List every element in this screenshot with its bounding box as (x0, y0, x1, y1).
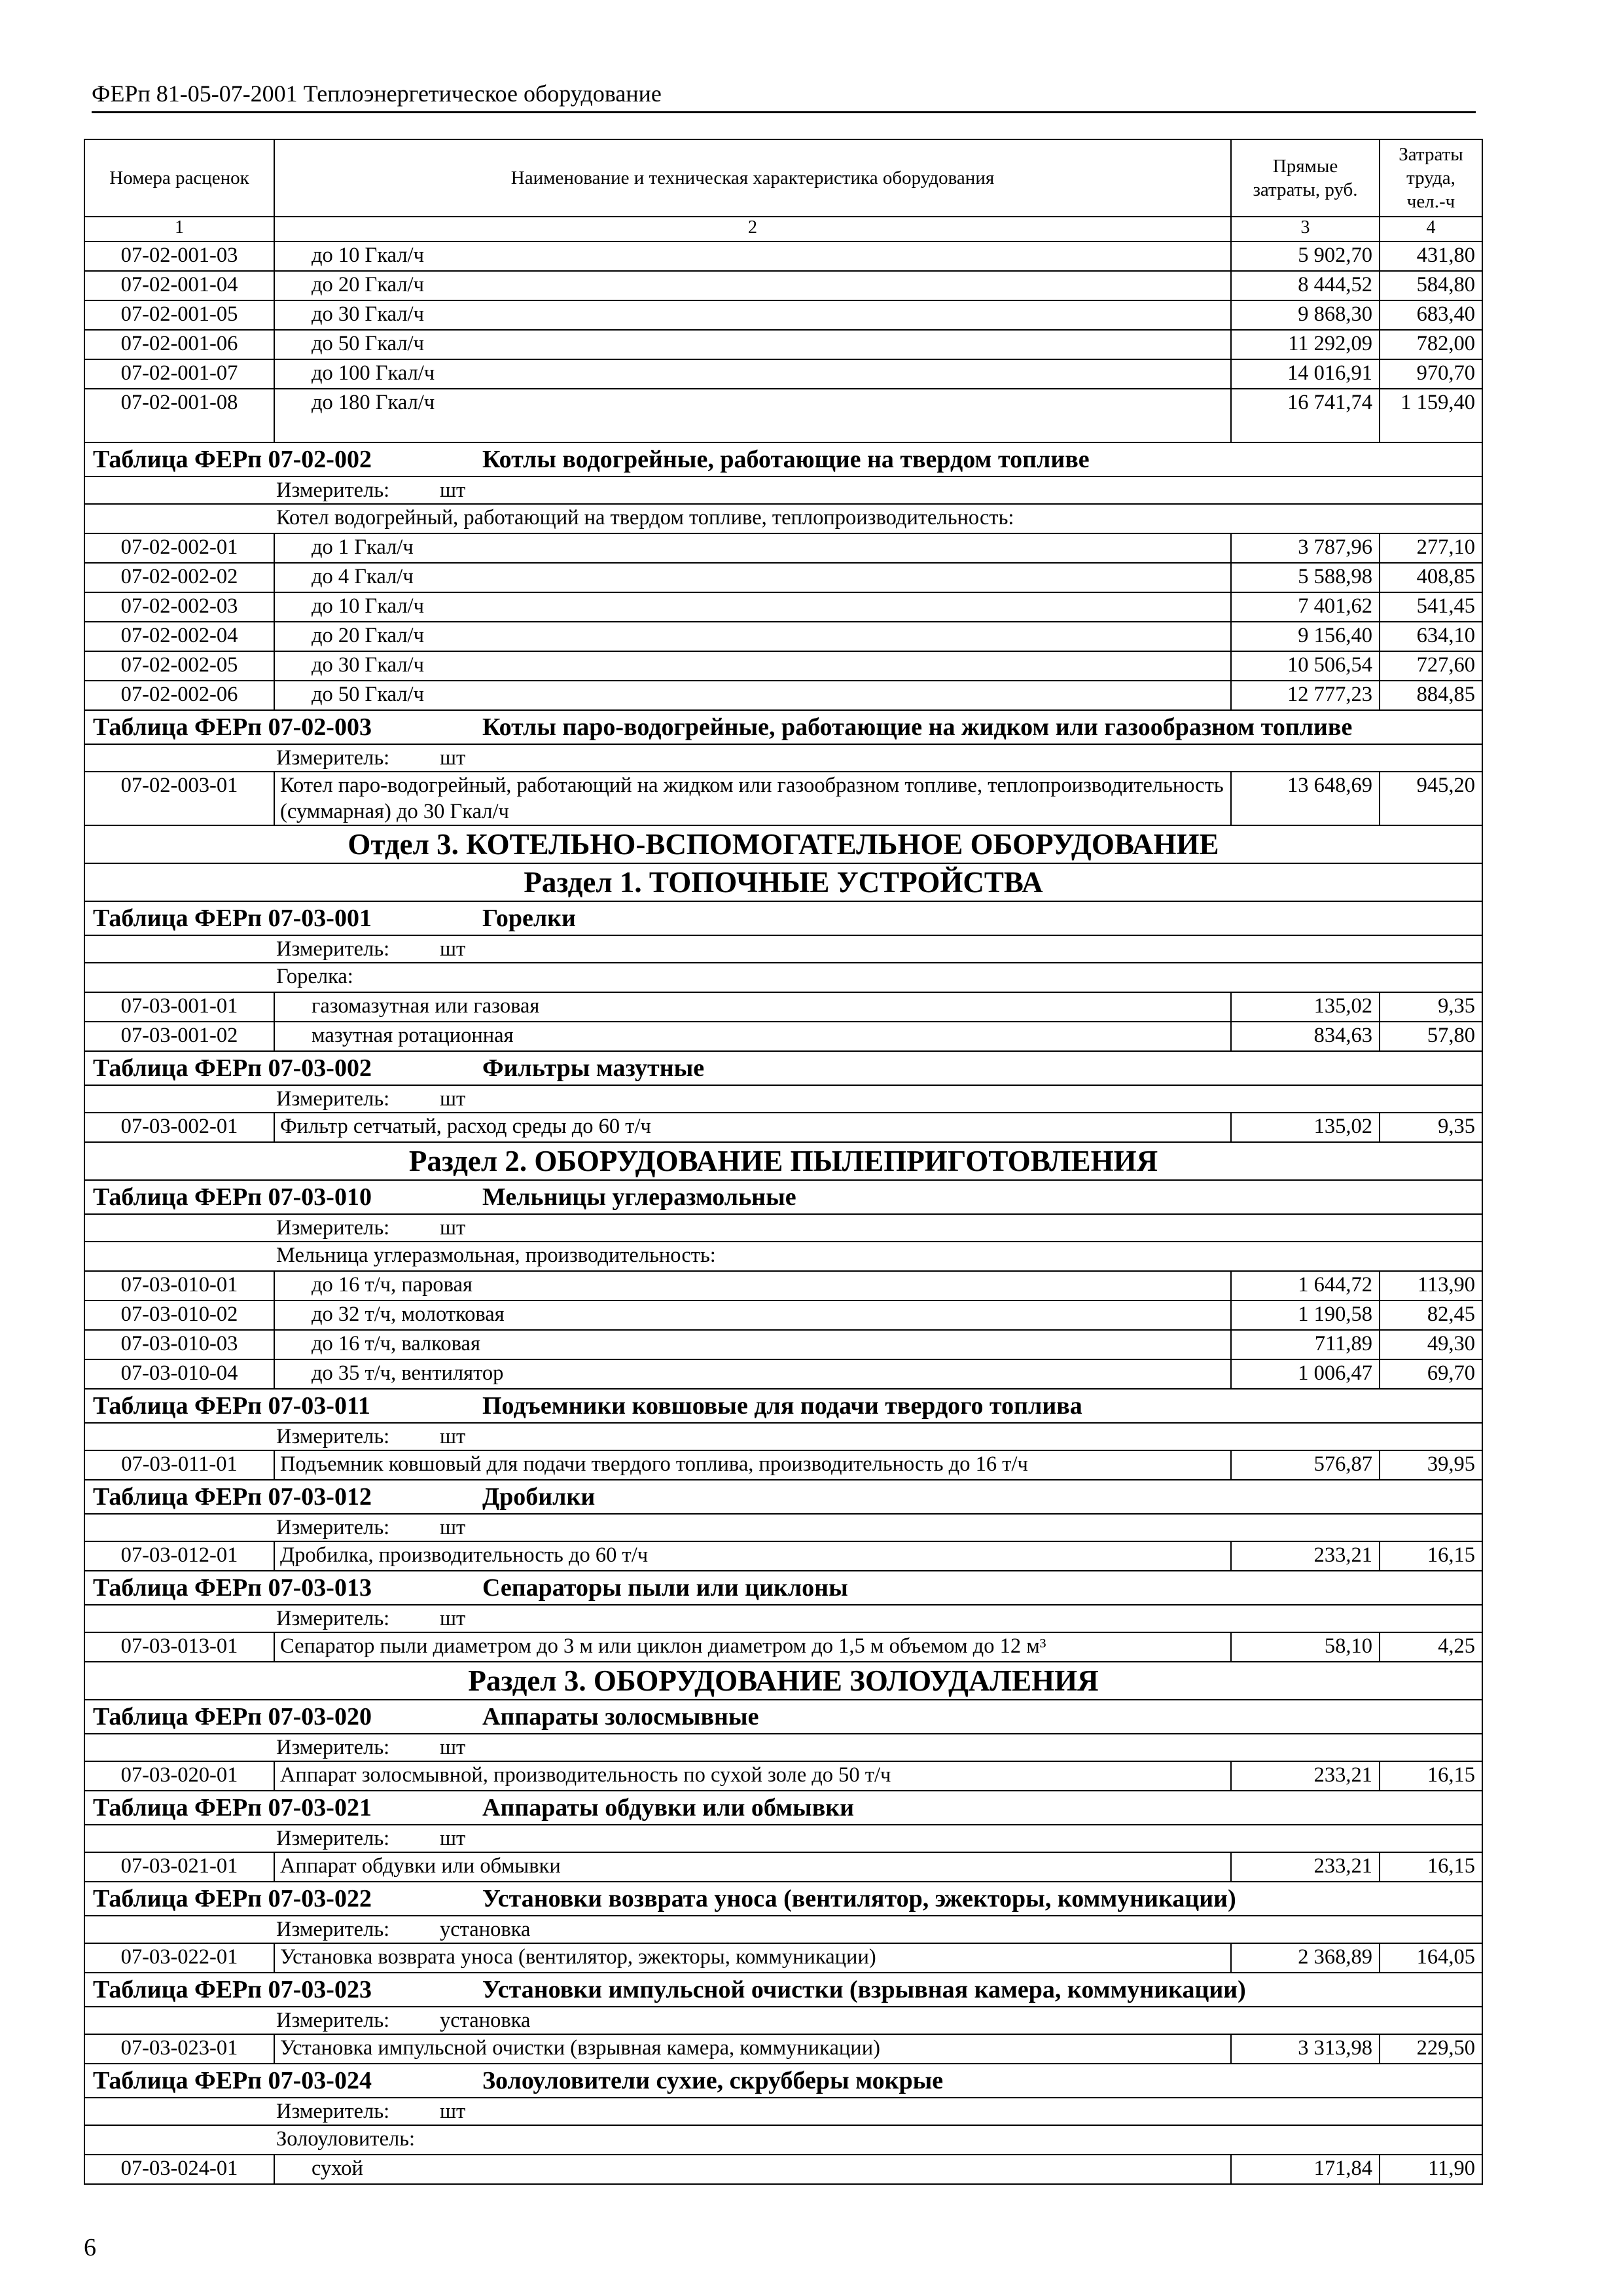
measure-unit (84, 935, 1482, 963)
table-title (84, 710, 1482, 744)
table-row (84, 330, 1482, 359)
table-row (84, 271, 1482, 300)
rates-table (84, 139, 1483, 2185)
measure-row (84, 1916, 1482, 1943)
rate-name: до 4 Гкал/ч (274, 563, 1231, 592)
rate-name: Установка импульсной очистки (взрывная камера, коммуникации) (274, 2034, 1231, 2064)
rate-code: 07-03-021-01 (84, 1852, 274, 1882)
section-heading: Раздел 2. ОБОРУДОВАНИЕ ПЫЛЕПРИГОТОВЛЕНИЯ (84, 1142, 1482, 1180)
direct-cost: 135,02 (1231, 992, 1380, 1022)
rate-name: Установка возврата уноса (вентилятор, эжекторы, коммуникации) (274, 1943, 1231, 1973)
table-title-row (84, 1882, 1482, 1916)
table-id: Таблица ФЕРп 07-03-001 (93, 905, 372, 932)
rate-name: до 30 Гкал/ч (274, 651, 1231, 681)
direct-cost: 58,10 (1231, 1632, 1380, 1662)
table-name: Подъемники ковшовые для подачи твердого топлива (482, 1392, 1082, 1420)
table-title-row (84, 1480, 1482, 1514)
labor-cost: 229,50 (1380, 2034, 1482, 2064)
table-row (84, 1113, 1482, 1142)
rate-name: до 30 Гкал/ч (274, 300, 1231, 330)
table-row (84, 1022, 1482, 1051)
rate-code: 07-03-001-02 (84, 1022, 274, 1051)
measure-label: Измеритель: (276, 1216, 390, 1240)
direct-cost: 233,21 (1231, 1852, 1380, 1882)
column-number: 4 (1380, 217, 1482, 242)
rate-code: 07-02-001-04 (84, 271, 274, 300)
measure-unit (84, 1734, 1482, 1761)
measure-label: Измеритель: (276, 1918, 390, 1941)
labor-cost: 49,30 (1380, 1330, 1482, 1359)
table-id: Таблица ФЕРп 07-03-021 (93, 1794, 372, 1821)
section-heading-row (84, 1142, 1482, 1180)
rate-name: до 20 Гкал/ч (274, 271, 1231, 300)
measure-unit (84, 1214, 1482, 1242)
labor-cost: 408,85 (1380, 563, 1482, 592)
measure-row (84, 1514, 1482, 1541)
rate-name: Подъемник ковшовый для подачи твердого топлива, производительность до 16 т/ч (274, 1450, 1231, 1480)
table-row (84, 1359, 1482, 1389)
table-title (84, 1051, 1482, 1085)
table-title-row (84, 1700, 1482, 1734)
measure-unit (84, 1916, 1482, 1943)
direct-cost: 1 190,58 (1231, 1300, 1380, 1330)
direct-cost: 5 588,98 (1231, 563, 1380, 592)
table-title-row (84, 1051, 1482, 1085)
table-name: Аппараты обдувки или обмывки (482, 1794, 855, 1821)
column-number: 3 (1231, 217, 1380, 242)
direct-cost: 233,21 (1231, 1541, 1380, 1571)
rate-name: до 20 Гкал/ч (274, 622, 1231, 651)
labor-cost: 277,10 (1380, 533, 1482, 563)
rate-code: 07-02-002-01 (84, 533, 274, 563)
group-heading: Котел водогрейный, работающий на твердом топливе, теплопроизводительность: (84, 504, 1482, 533)
table-row (84, 772, 1482, 825)
table-row (84, 563, 1482, 592)
column-header-name: Наименование и техническая характеристика оборудования (274, 139, 1231, 217)
rate-name: Сепаратор пыли диаметром до 3 м или циклон диаметром до 1,5 м объемом до 12 м³ (274, 1632, 1231, 1662)
labor-cost: 16,15 (1380, 1541, 1482, 1571)
table-id: Таблица ФЕРп 07-03-010 (93, 1183, 372, 1211)
rate-code: 07-03-010-01 (84, 1271, 274, 1300)
section-heading: Отдел 3. КОТЕЛЬНО-ВСПОМОГАТЕЛЬНОЕ ОБОРУДОВАНИЕ (84, 825, 1482, 863)
table-title (84, 1389, 1482, 1423)
direct-cost: 11 292,09 (1231, 330, 1380, 359)
measure-row (84, 1605, 1482, 1632)
rate-name: Фильтр сетчатый, расход среды до 60 т/ч (274, 1113, 1231, 1142)
measure-label: Измеритель: (276, 746, 390, 770)
measure-value: шт (440, 1736, 466, 1759)
table-title (84, 442, 1482, 476)
rate-name: до 35 т/ч, вентилятор (274, 1359, 1231, 1389)
column-number: 1 (84, 217, 274, 242)
labor-cost: 782,00 (1380, 330, 1482, 359)
measure-value: установка (440, 2009, 531, 2032)
rate-code: 07-03-010-03 (84, 1330, 274, 1359)
measure-unit (84, 476, 1482, 504)
measure-row (84, 1825, 1482, 1852)
labor-cost: 1 159,40 (1380, 389, 1482, 442)
table-title (84, 1882, 1482, 1916)
table-row (84, 1761, 1482, 1791)
measure-label: Измеритель: (276, 478, 390, 502)
labor-cost: 9,35 (1380, 992, 1482, 1022)
direct-cost: 7 401,62 (1231, 592, 1380, 622)
direct-cost: 10 506,54 (1231, 651, 1380, 681)
table-row (84, 300, 1482, 330)
rate-name: Аппарат обдувки или обмывки (274, 1852, 1231, 1882)
table-id: Таблица ФЕРп 07-03-024 (93, 2067, 372, 2094)
table-id: Таблица ФЕРп 07-03-022 (93, 1885, 372, 1912)
measure-row (84, 1423, 1482, 1450)
section-heading-row (84, 863, 1482, 901)
direct-cost: 1 006,47 (1231, 1359, 1380, 1389)
labor-cost: 634,10 (1380, 622, 1482, 651)
measure-value: шт (440, 478, 466, 502)
table-title-row (84, 442, 1482, 476)
direct-cost: 8 444,52 (1231, 271, 1380, 300)
rate-code: 07-02-002-06 (84, 681, 274, 710)
direct-cost: 1 644,72 (1231, 1271, 1380, 1300)
column-number: 2 (274, 217, 1231, 242)
rate-code: 07-02-002-02 (84, 563, 274, 592)
rate-code: 07-02-001-06 (84, 330, 274, 359)
table-title (84, 2064, 1482, 2098)
measure-row (84, 1734, 1482, 1761)
measure-value: шт (440, 1425, 466, 1448)
direct-cost: 576,87 (1231, 1450, 1380, 1480)
labor-cost: 16,15 (1380, 1761, 1482, 1791)
table-title-row (84, 1180, 1482, 1214)
direct-cost: 16 741,74 (1231, 389, 1380, 442)
rate-name: до 32 т/ч, молотковая (274, 1300, 1231, 1330)
table-row (84, 1450, 1482, 1480)
measure-unit (84, 1085, 1482, 1113)
measure-row (84, 1085, 1482, 1113)
direct-cost: 9 868,30 (1231, 300, 1380, 330)
measure-label: Измеритель: (276, 1827, 390, 1850)
direct-cost: 834,63 (1231, 1022, 1380, 1051)
measure-value: шт (440, 937, 466, 961)
rate-code: 07-02-002-05 (84, 651, 274, 681)
rate-code: 07-03-002-01 (84, 1113, 274, 1142)
table-id: Таблица ФЕРп 07-03-012 (93, 1483, 372, 1511)
labor-cost: 541,45 (1380, 592, 1482, 622)
measure-value: шт (440, 1087, 466, 1111)
table-name: Котлы паро-водогрейные, работающие на жидком или газообразном топливе (482, 713, 1353, 741)
measure-label: Измеритель: (276, 1516, 390, 1539)
table-title-row (84, 901, 1482, 935)
column-header-code: Номера расценок (84, 139, 274, 217)
measure-value: установка (440, 1918, 531, 1941)
rate-name: до 16 т/ч, валковая (274, 1330, 1231, 1359)
section-heading-row (84, 1662, 1482, 1700)
labor-cost: 164,05 (1380, 1943, 1482, 1973)
measure-label: Измеритель: (276, 1425, 390, 1448)
table-title (84, 1791, 1482, 1825)
labor-cost: 16,15 (1380, 1852, 1482, 1882)
rate-code: 07-03-013-01 (84, 1632, 274, 1662)
measure-unit (84, 2007, 1482, 2034)
table-name: Аппараты золосмывные (482, 1703, 759, 1731)
table-row (84, 389, 1482, 442)
direct-cost: 3 787,96 (1231, 533, 1380, 563)
rate-name: до 1 Гкал/ч (274, 533, 1231, 563)
table-id: Таблица ФЕРп 07-03-011 (93, 1392, 370, 1420)
table-row (84, 681, 1482, 710)
table-row (84, 2034, 1482, 2064)
table-body (84, 242, 1482, 2184)
measure-row (84, 476, 1482, 504)
table-title (84, 1571, 1482, 1605)
measure-unit (84, 744, 1482, 772)
table-name: Золоуловители сухие, скрубберы мокрые (482, 2067, 944, 2094)
column-number-row (84, 217, 1482, 242)
labor-cost: 39,95 (1380, 1450, 1482, 1480)
rate-name: до 50 Гкал/ч (274, 330, 1231, 359)
measure-row (84, 1214, 1482, 1242)
rate-name: до 100 Гкал/ч (274, 359, 1231, 389)
column-header-labor: Затраты труда, чел.-ч (1380, 139, 1482, 217)
column-header-cost: Прямые затраты, руб. (1231, 139, 1380, 217)
table-row (84, 592, 1482, 622)
table-id: Таблица ФЕРп 07-03-023 (93, 1976, 372, 2003)
section-heading-row (84, 825, 1482, 863)
table-id: Таблица ФЕРп 07-03-013 (93, 1574, 372, 1602)
table-row (84, 1271, 1482, 1300)
table-name: Сепараторы пыли или циклоны (482, 1574, 848, 1602)
table-name: Установки импульсной очистки (взрывная камера, коммуникации) (482, 1976, 1246, 2003)
rate-code: 07-03-012-01 (84, 1541, 274, 1571)
measure-value: шт (440, 1216, 466, 1240)
rate-code: 07-02-002-03 (84, 592, 274, 622)
rate-code: 07-02-003-01 (84, 772, 274, 825)
table-row (84, 1852, 1482, 1882)
table-title (84, 1480, 1482, 1514)
labor-cost: 9,35 (1380, 1113, 1482, 1142)
labor-cost: 683,40 (1380, 300, 1482, 330)
group-heading: Горелка: (84, 963, 1482, 992)
table-title (84, 1700, 1482, 1734)
measure-row (84, 935, 1482, 963)
table-title-row (84, 1389, 1482, 1423)
direct-cost: 13 648,69 (1231, 772, 1380, 825)
measure-unit (84, 1605, 1482, 1632)
table-id: Таблица ФЕРп 07-03-020 (93, 1703, 372, 1731)
rate-code: 07-03-001-01 (84, 992, 274, 1022)
group-heading-row (84, 2125, 1482, 2155)
labor-cost: 82,45 (1380, 1300, 1482, 1330)
table-row (84, 1943, 1482, 1973)
table-row (84, 1541, 1482, 1571)
rate-name: до 10 Гкал/ч (274, 592, 1231, 622)
rate-name: до 180 Гкал/ч (274, 389, 1231, 442)
table-row (84, 1330, 1482, 1359)
page-header (92, 77, 1476, 113)
group-heading: Мельница углеразмольная, производительность: (84, 1242, 1482, 1271)
table-row (84, 2155, 1482, 2184)
measure-row (84, 2098, 1482, 2125)
group-heading: Золоуловитель: (84, 2125, 1482, 2155)
measure-unit (84, 1423, 1482, 1450)
table-title (84, 1973, 1482, 2007)
table-name: Дробилки (482, 1483, 596, 1511)
rate-name: до 16 т/ч, паровая (274, 1271, 1231, 1300)
measure-label: Измеритель: (276, 2009, 390, 2032)
section-heading: Раздел 3. ОБОРУДОВАНИЕ ЗОЛОУДАЛЕНИЯ (84, 1662, 1482, 1700)
table-row (84, 359, 1482, 389)
rate-code: 07-02-001-08 (84, 389, 274, 442)
table-id: Таблица ФЕРп 07-02-003 (93, 713, 372, 741)
table-name: Горелки (482, 905, 576, 932)
measure-label: Измеритель: (276, 2100, 390, 2123)
rate-code: 07-02-002-04 (84, 622, 274, 651)
measure-row (84, 744, 1482, 772)
rate-name: Котел паро-водогрейный, работающий на жидком или газообразном топливе, теплопроизводительность (суммарная) до 30 Гкал/ч (274, 772, 1231, 825)
table-title-row (84, 1973, 1482, 2007)
section-heading: Раздел 1. ТОПОЧНЫЕ УСТРОЙСТВА (84, 863, 1482, 901)
rate-name: Аппарат золосмывной, производительность по сухой золе до 50 т/ч (274, 1761, 1231, 1791)
labor-cost: 727,60 (1380, 651, 1482, 681)
measure-value: шт (440, 2100, 466, 2123)
table-title (84, 1180, 1482, 1214)
measure-label: Измеритель: (276, 1607, 390, 1630)
measure-row (84, 2007, 1482, 2034)
table-name: Установки возврата уноса (вентилятор, эжекторы, коммуникации) (482, 1885, 1236, 1912)
table-name: Фильтры мазутные (482, 1054, 705, 1082)
table-header-row (84, 139, 1482, 217)
table-name: Мельницы углеразмольные (482, 1183, 796, 1211)
table-row (84, 1632, 1482, 1662)
table-title-row (84, 710, 1482, 744)
rate-code: 07-03-010-04 (84, 1359, 274, 1389)
direct-cost: 3 313,98 (1231, 2034, 1380, 2064)
table-row (84, 651, 1482, 681)
direct-cost: 171,84 (1231, 2155, 1380, 2184)
rate-code: 07-03-010-02 (84, 1300, 274, 1330)
direct-cost: 233,21 (1231, 1761, 1380, 1791)
labor-cost: 4,25 (1380, 1632, 1482, 1662)
rate-code: 07-02-001-07 (84, 359, 274, 389)
direct-cost: 135,02 (1231, 1113, 1380, 1142)
rate-name: Дробилка, производительность до 60 т/ч (274, 1541, 1231, 1571)
measure-unit (84, 1514, 1482, 1541)
direct-cost: 5 902,70 (1231, 242, 1380, 271)
measure-value: шт (440, 1607, 466, 1630)
labor-cost: 69,70 (1380, 1359, 1482, 1389)
rate-name: мазутная ротационная (274, 1022, 1231, 1051)
table-title-row (84, 1571, 1482, 1605)
measure-unit (84, 1825, 1482, 1852)
page-number: 6 (84, 2234, 96, 2261)
measure-value: шт (440, 1827, 466, 1850)
rate-code: 07-02-001-03 (84, 242, 274, 271)
table-row (84, 992, 1482, 1022)
labor-cost: 584,80 (1380, 271, 1482, 300)
measure-unit (84, 2098, 1482, 2125)
rate-name: сухой (274, 2155, 1231, 2184)
table-title-row (84, 2064, 1482, 2098)
table-row (84, 242, 1482, 271)
table-row (84, 1300, 1482, 1330)
table-row (84, 622, 1482, 651)
group-heading-row (84, 1242, 1482, 1271)
measure-value: шт (440, 746, 466, 770)
labor-cost: 970,70 (1380, 359, 1482, 389)
table-name: Котлы водогрейные, работающие на твердом топливе (482, 446, 1090, 473)
labor-cost: 113,90 (1380, 1271, 1482, 1300)
labor-cost: 945,20 (1380, 772, 1482, 825)
measure-value: шт (440, 1516, 466, 1539)
table-title-row (84, 1791, 1482, 1825)
table-row (84, 533, 1482, 563)
group-heading-row (84, 504, 1482, 533)
direct-cost: 2 368,89 (1231, 1943, 1380, 1973)
table-id: Таблица ФЕРп 07-03-002 (93, 1054, 372, 1082)
direct-cost: 14 016,91 (1231, 359, 1380, 389)
direct-cost: 711,89 (1231, 1330, 1380, 1359)
table-title (84, 901, 1482, 935)
labor-cost: 57,80 (1380, 1022, 1482, 1051)
group-heading-row (84, 963, 1482, 992)
rate-code: 07-03-011-01 (84, 1450, 274, 1480)
rate-name: до 10 Гкал/ч (274, 242, 1231, 271)
labor-cost: 11,90 (1380, 2155, 1482, 2184)
rate-code: 07-03-022-01 (84, 1943, 274, 1973)
rate-code: 07-02-001-05 (84, 300, 274, 330)
rate-name: до 50 Гкал/ч (274, 681, 1231, 710)
table-id: Таблица ФЕРп 07-02-002 (93, 446, 372, 473)
rates-table-wrapper (84, 139, 1482, 2185)
measure-label: Измеритель: (276, 1087, 390, 1111)
rate-code: 07-03-023-01 (84, 2034, 274, 2064)
rate-code: 07-03-020-01 (84, 1761, 274, 1791)
labor-cost: 431,80 (1380, 242, 1482, 271)
measure-label: Измеритель: (276, 1736, 390, 1759)
rate-code: 07-03-024-01 (84, 2155, 274, 2184)
direct-cost: 9 156,40 (1231, 622, 1380, 651)
document-title: ФЕРп 81-05-07-2001 Теплоэнергетическое оборудование (92, 81, 662, 107)
labor-cost: 884,85 (1380, 681, 1482, 710)
rate-name: газомазутная или газовая (274, 992, 1231, 1022)
measure-label: Измеритель: (276, 937, 390, 961)
direct-cost: 12 777,23 (1231, 681, 1380, 710)
